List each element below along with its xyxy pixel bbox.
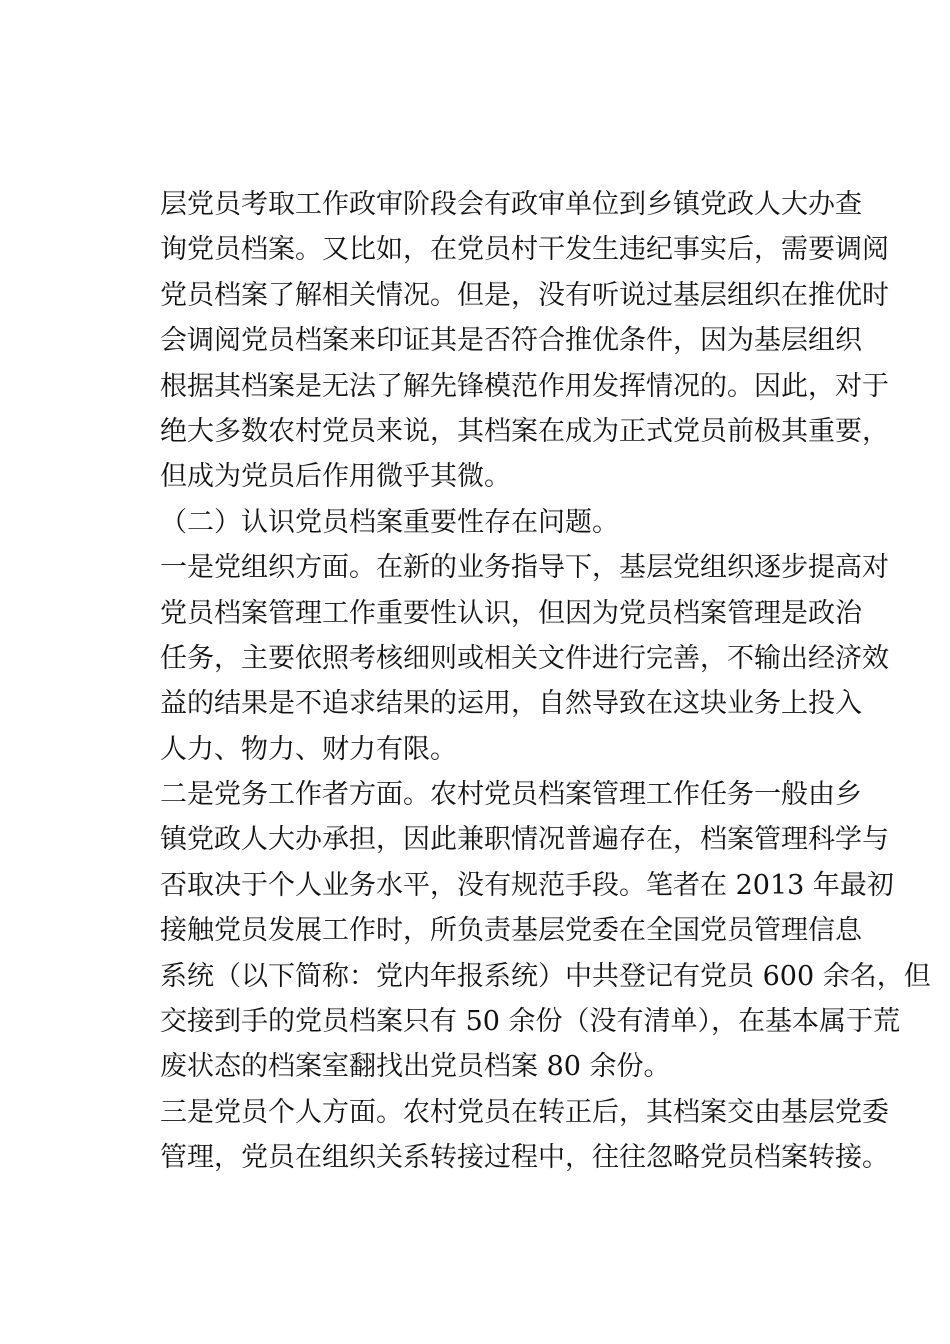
paragraph-end-line: 废状态的档案室翻找出党员档案 80 余份。 (160, 1051, 671, 1083)
paragraph-end-line: 人力、物力、财力有限。 (160, 733, 457, 765)
text-line: 三是党员个人方面。农村党员在转正后，其档案交由基层党委 (160, 1096, 889, 1128)
text-line: 益的结果是不追求结果的运用，自然导致在这块业务上投入 (160, 688, 862, 720)
text-line: 二是党务工作者方面。农村党员档案管理工作任务一般由乡 (160, 779, 862, 811)
paragraph-end-line: 但成为党员后作用微乎其微。 (160, 461, 511, 493)
text-line: 党员档案管理工作重要性认识，但因为党员档案管理是政治 (160, 597, 862, 629)
text-line: 管理，党员在组织关系转接过程中，往往忽略党员档案转接。 (160, 1142, 889, 1174)
text-line: 否取决于个人业务水平，没有规范手段。笔者在 2013 年最初 (160, 869, 894, 901)
section-heading: （二）认识党员档案重要性存在问题。 (160, 506, 619, 538)
text-line: 绝大多数农村党员来说，其档案在成为正式党员前极其重要， (160, 415, 889, 447)
text-line: 系统（以下简称：党内年报系统）中共登记有党员 600 余名，但 (160, 960, 931, 992)
text-line: 交接到手的党员档案只有 50 余份（没有清单），在基本属于荒 (160, 1006, 901, 1038)
body-text (160, 182, 931, 1181)
text-line: 根据其档案是无法了解先锋模范作用发挥情况的。因此，对于 (160, 370, 889, 402)
text-line: 会调阅党员档案来印证其是否符合推优条件，因为基层组织 (160, 325, 862, 357)
text-line: 询党员档案。又比如，在党员村干发生违纪事实后，需要调阅 (160, 234, 889, 266)
text-line: 任务，主要依照考核细则或相关文件进行完善，不输出经济效 (160, 642, 889, 674)
text-line: 层党员考取工作政审阶段会有政审单位到乡镇党政人大办查 (160, 189, 862, 220)
text-line: 一是党组织方面。在新的业务指导下，基层党组织逐步提高对 (160, 552, 889, 584)
text-line: 接触党员发展工作时，所负责基层党委在全国党员管理信息 (160, 915, 862, 947)
text-line: 镇党政人大办承担，因此兼职情况普遍存在，档案管理科学与 (160, 824, 889, 856)
text-line: 党员档案了解相关情况。但是，没有听说过基层组织在推优时 (160, 279, 889, 311)
